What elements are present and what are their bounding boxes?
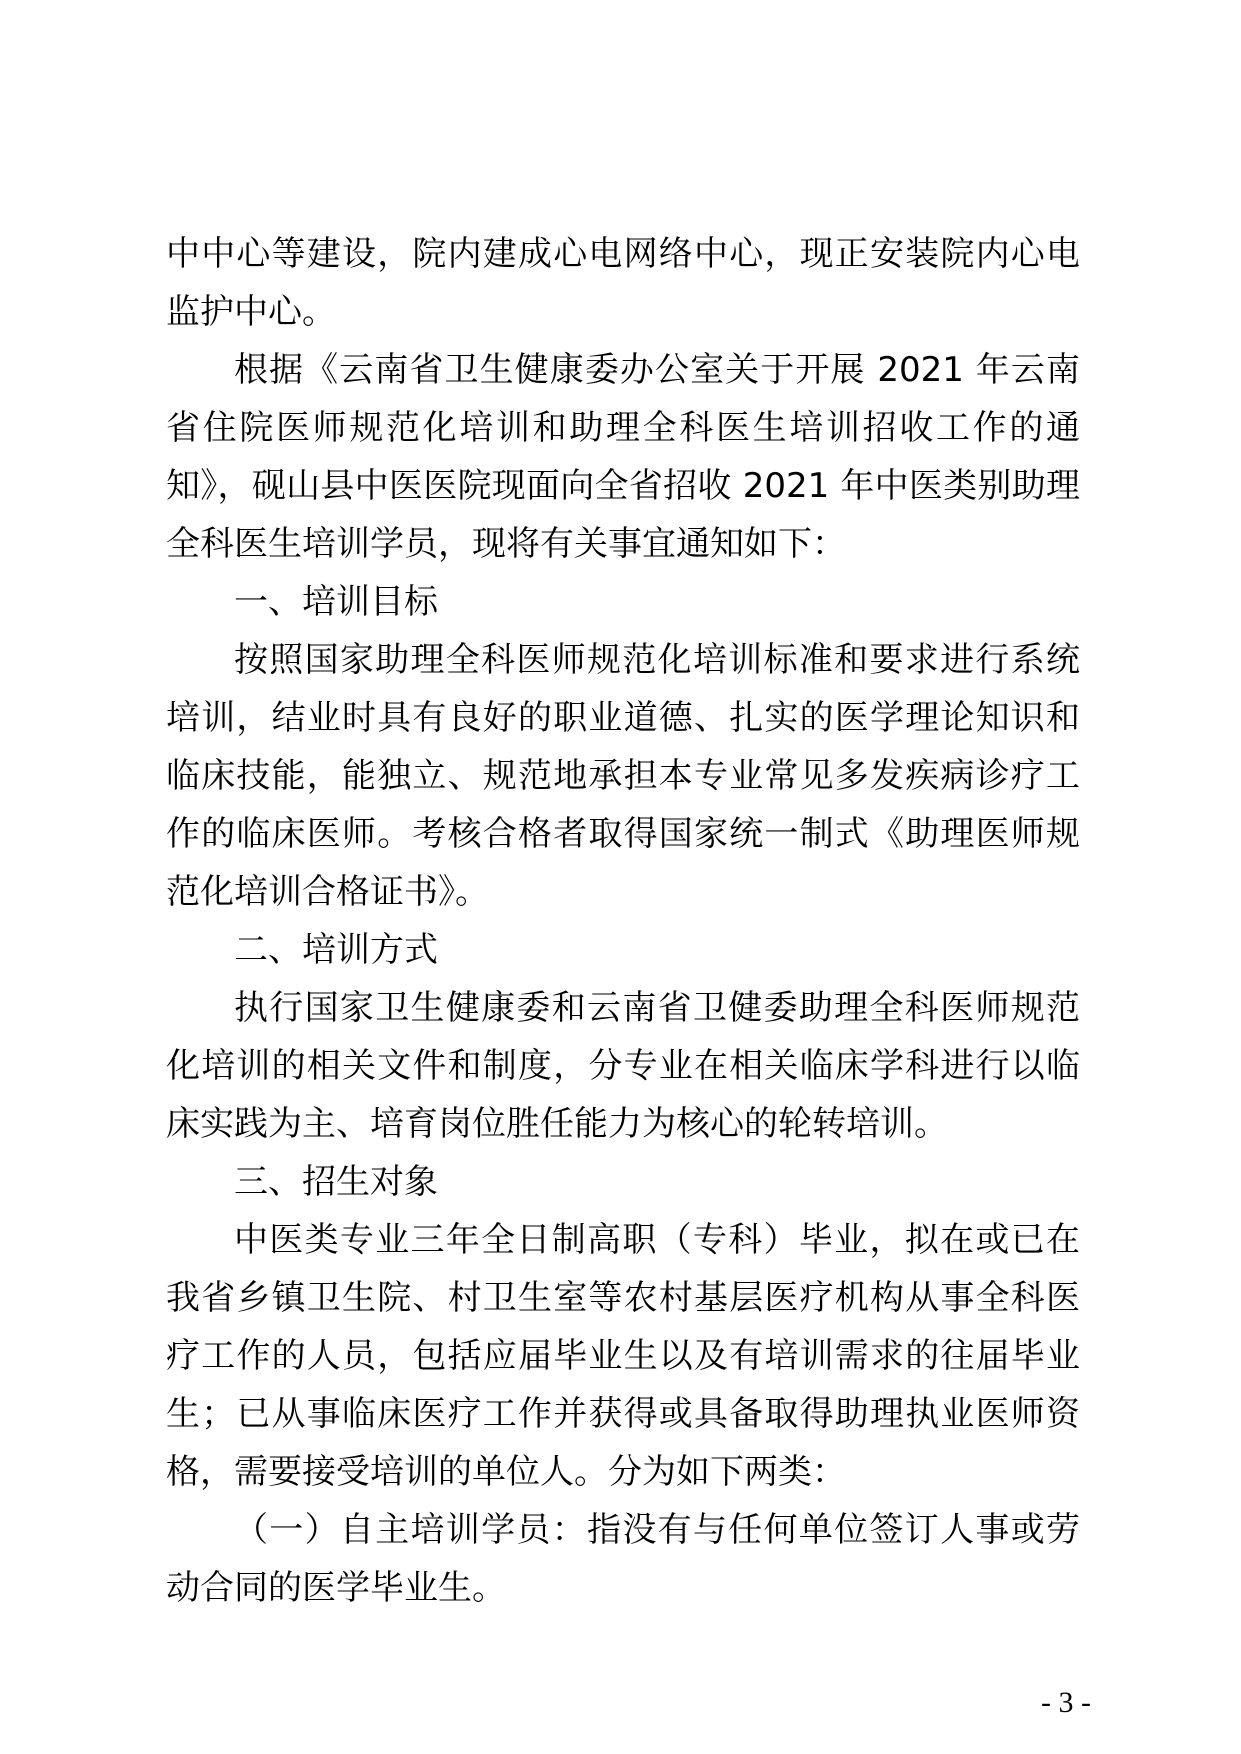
section-heading-training-goal: 一、培训目标 <box>234 582 438 622</box>
paragraph-training-goal: 按照国家助理全科医师规范化培训标准和要求进行系统培训，结业时具有良好的职业道德、扎实的医学理论知识和临床技能，能独立、规范地承担本专业常见多发疾病诊疗工作的临床医师。考核合格者取得国家统一制式《助理医师规范化培训合格证书》。 <box>166 640 1080 912</box>
section-heading-enrollment-target: 三、招生对象 <box>234 1162 438 1202</box>
paragraph-intro: 根据《云南省卫生健康委办公室关于开展 2021 年云南省住院医师规范化培训和助理全科医生培训招收工作的通知》，砚山县中医医院现面向全省招收 2021 年中医类别助理全科医生培训学员，现将有关事宜通知如下： <box>166 350 1080 564</box>
paragraph-continuation: 中中心等建设，院内建成心电网络中心，现正安装院内心电监护中心。 <box>166 234 1080 332</box>
paragraph-training-method: 执行国家卫生健康委和云南省卫健委助理全科医师规范化培训的相关文件和制度，分专业在相关临床学科进行以临床实践为主、培育岗位胜任能力为核心的轮转培训。 <box>166 988 1080 1144</box>
page-number: - 3 - <box>1041 1686 1091 1719</box>
paragraph-self-trainee: （一）自主培训学员：指没有与任何单位签订人事或劳动合同的医学毕业生。 <box>166 1510 1080 1608</box>
document-body <box>166 225 1080 1617</box>
section-heading-training-method: 二、培训方式 <box>234 930 438 970</box>
paragraph-enrollment-target: 中医类专业三年全日制高职（专科）毕业，拟在或已在我省乡镇卫生院、村卫生室等农村基层医疗机构从事全科医疗工作的人员，包括应届毕业生以及有培训需求的往届毕业生；已从事临床医疗工作并获得或具备取得助理执业医师资格，需要接受培训的单位人。分为如下两类： <box>166 1220 1080 1492</box>
